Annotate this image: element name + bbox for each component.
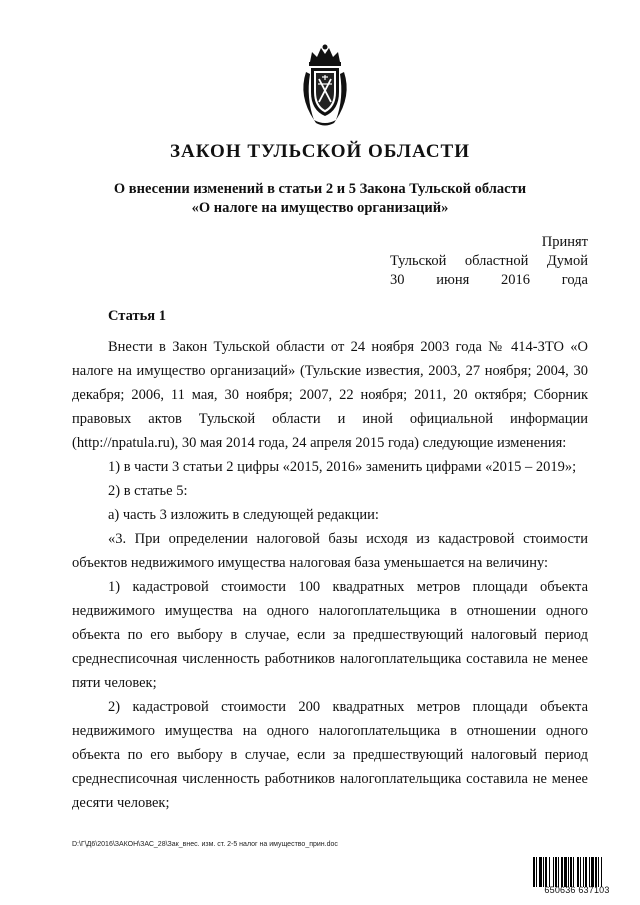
adoption-word: Думой <box>546 253 588 269</box>
adoption-word: 30 <box>390 272 405 288</box>
paragraph: 1) в части 3 статьи 2 цифры «2015, 2016» заменить цифрами «2015 – 2019»; <box>108 459 577 475</box>
adoption-date <box>390 271 588 290</box>
adoption-word: года <box>561 272 588 288</box>
subtitle-line: О внесении изменений в статьи 2 и 5 Закона Тульской области <box>113 181 527 197</box>
paragraph: 2) в статье 5: <box>108 483 188 499</box>
article-heading: Статья 1 <box>108 308 166 324</box>
file-path: D:\Г\Д6\2016\ЗАКОН\ЗАС_28\Зак_внес. изм. ст. 2-5 налог на имущество_прин.doc <box>72 841 338 848</box>
adoption-status: Принят <box>541 234 588 250</box>
document-body <box>72 304 588 815</box>
paragraph: «3. При определении налоговой базы исходя из кадастровой стоимости объектов недвижимого имущества налоговая база уменьшается на величину: <box>72 531 588 571</box>
subtitle-line: «О налоге на имущество организаций» <box>191 200 449 216</box>
barcode-number: 650636 637103 <box>544 885 610 895</box>
adoption-block <box>390 233 588 290</box>
barcode-icon <box>533 857 619 887</box>
adoption-word: Тульской <box>390 253 447 269</box>
adoption-word: областной <box>464 253 529 269</box>
paragraph: 1) кадастровой стоимости 100 квадратных метров площади объекта недвижимого имущества на одного налогоплательщика в отношении одного объекта по его выбору в случае, если за предшествующий налоговый период среднесписочная численность работников налогоплательщика составила не менее пяти человек; <box>72 579 588 691</box>
paragraph: 2) кадастровой стоимости 200 квадратных метров площади объекта недвижимого имущества на одного налогоплательщика в отношении одного объекта по его выбору в случае, если за предшествующий налоговый период среднесписочная численность работников налогоплательщика составила не менее десяти человек; <box>72 699 588 811</box>
paragraph: Внести в Закон Тульской области от 24 ноября 2003 года № 414-ЗТО «О налоге на имущество организаций» (Тульские известия, 2003, 27 ноября; 2004, 30 декабря; 2006, 11 мая, 30 ноября; 2007, 22 ноября; 2011, 20 октября; Сборник правовых актов Тульской области и иной официальной информации (http://npatula.ru), 30 мая 2014 года, 24 апреля 2015 года) следующие изменения: <box>72 339 588 451</box>
adoption-word: 2016 <box>501 272 530 288</box>
document-title: ЗАКОН ТУЛЬСКОЙ ОБЛАСТИ <box>169 141 471 162</box>
paragraph: а) часть 3 изложить в следующей редакции: <box>108 507 379 523</box>
adoption-word: июня <box>436 272 470 288</box>
document-subtitle <box>0 180 640 218</box>
adoption-body <box>390 252 588 271</box>
tula-coat-of-arms-icon <box>296 44 354 126</box>
